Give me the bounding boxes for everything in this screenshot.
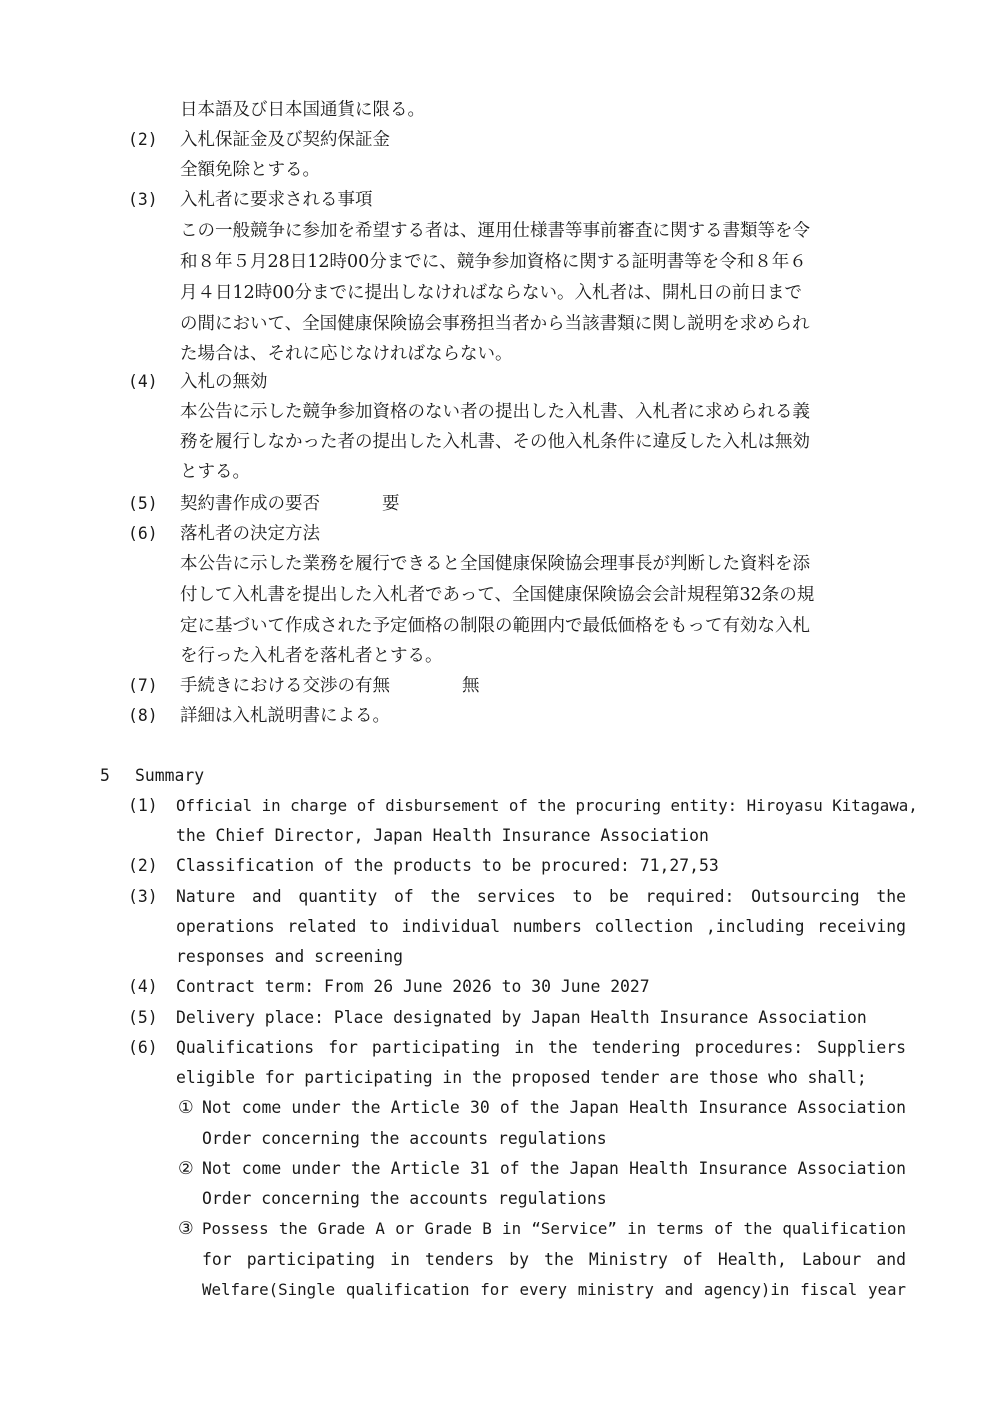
circled-number-marker: ③ [178, 1219, 194, 1239]
summary-item-number: (1) [128, 796, 158, 815]
item-body-line: 本公告に示した競争参加資格のない者の提出した入札書、入札者に求められる義 [180, 402, 810, 422]
item-number: (3) [128, 190, 158, 209]
item-number: (7) [128, 676, 158, 695]
item-number: (6) [128, 524, 158, 543]
intro-line: 日本語及び日本国通貨に限る。 [180, 100, 425, 120]
subitem-line: for participating in tenders by the Ministry of Health, Labour and [202, 1250, 906, 1269]
item-value: 要 [382, 494, 400, 514]
item-body-line: を行った入札者を落札者とする。 [180, 646, 443, 666]
summary-item-line: Contract term: From 26 June 2026 to 30 June 2027 [176, 977, 650, 996]
summary-item-line: operations related to individual numbers collection ,including receiving [176, 917, 906, 936]
item-body-line: 全額免除とする。 [180, 160, 320, 180]
section-number: 5 [100, 766, 110, 785]
summary-item-line: Delivery place: Place designated by Japan Health Insurance Association [176, 1008, 867, 1027]
item-title: 落札者の決定方法 [180, 524, 320, 544]
item-body-line: この一般競争に参加を希望する者は、運用仕様書等事前審査に関する書類等を令 [180, 221, 810, 241]
item-value: 無 [462, 676, 480, 696]
circled-number-marker: ① [178, 1098, 194, 1118]
item-title: 入札保証金及び契約保証金 [180, 130, 390, 150]
summary-item-number: (5) [128, 1008, 158, 1027]
summary-item-line: responses and screening [176, 947, 403, 966]
subitem-line: Welfare(Single qualification for every ministry and agency)in fiscal year [202, 1280, 906, 1299]
summary-item-line: Nature and quantity of the services to be required: Outsourcing the [176, 887, 906, 906]
item-body-line: 和８年５月28日12時00分までに、競争参加資格に関する証明書等を令和８年６ [180, 252, 807, 272]
item-number: (4) [128, 372, 158, 391]
item-title: 入札の無効 [180, 372, 268, 392]
summary-item-line: Classification of the products to be procured: 71,27,53 [176, 856, 719, 875]
subitem-line: Order concerning the accounts regulations [202, 1189, 607, 1208]
item-number: (5) [128, 494, 158, 513]
summary-item-line: the Chief Director, Japan Health Insurance Association [176, 826, 709, 845]
item-title: 契約書作成の要否 [180, 494, 320, 514]
summary-item-number: (3) [128, 887, 158, 906]
item-number: (2) [128, 130, 158, 149]
item-body-line: 付して入札書を提出した入札者であって、全国健康保険協会会計規程第32条の規 [180, 585, 815, 605]
subitem-line: Order concerning the accounts regulations [202, 1129, 607, 1148]
item-body-line: 定に基づいて作成された予定価格の制限の範囲内で最低価格をもって有効な入札 [180, 616, 810, 636]
subitem-line: Not come under the Article 30 of the Japan Health Insurance Association [202, 1098, 906, 1117]
summary-item-number: (2) [128, 856, 158, 875]
item-body-line: 本公告に示した業務を履行できると全国健康保険協会理事長が判断した資料を添 [180, 554, 810, 574]
item-number: (8) [128, 706, 158, 725]
subitem-line: Possess the Grade A or Grade B in “Service” in terms of the qualification [202, 1219, 906, 1238]
summary-item-line: eligible for participating in the proposed tender are those who shall; [176, 1068, 867, 1087]
summary-item-line: Qualifications for participating in the tendering procedures: Suppliers [176, 1038, 906, 1057]
item-body-line: 務を履行しなかった者の提出した入札書、その他入札条件に違反した入札は無効 [180, 432, 810, 452]
item-title: 詳細は入札説明書による。 [180, 706, 390, 726]
summary-item-line: Official in charge of disbursement of the procuring entity: Hiroyasu Kitagawa, [176, 796, 918, 815]
summary-item-number: (6) [128, 1038, 158, 1057]
item-body-line: た場合は、それに応じなければならない。 [180, 344, 513, 364]
item-title: 入札者に要求される事項 [180, 190, 373, 210]
item-title: 手続きにおける交渉の有無 [180, 676, 390, 696]
item-body-line: 月４日12時00分までに提出しなければならない。入札者は、開札日の前日まで [180, 283, 803, 303]
circled-number-marker: ② [178, 1159, 194, 1179]
item-body-line: の間において、全国健康保険協会事務担当者から当該書類に関し説明を求められ [180, 314, 810, 334]
subitem-line: Not come under the Article 31 of the Japan Health Insurance Association [202, 1159, 906, 1178]
section-heading: Summary [135, 766, 205, 785]
summary-item-number: (4) [128, 977, 158, 996]
item-body-line: とする。 [180, 462, 250, 482]
